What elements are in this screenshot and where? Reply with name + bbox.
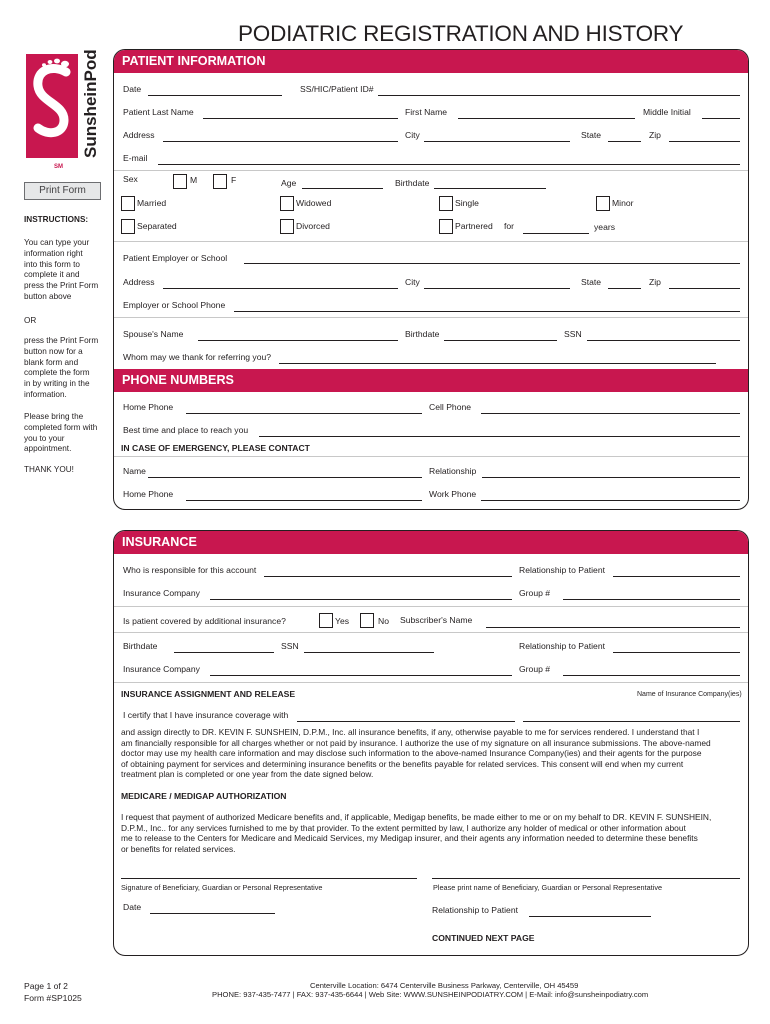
- best-time-label: Best time and place to reach you: [123, 425, 249, 435]
- employer-zip-field[interactable]: [669, 288, 740, 289]
- secondary-birthdate-field[interactable]: [174, 652, 274, 653]
- divorced-label: Divorced: [296, 221, 330, 231]
- cell-phone-field[interactable]: [481, 413, 740, 414]
- secondary-ssn-field[interactable]: [304, 652, 434, 653]
- divider: [114, 456, 748, 457]
- birthdate-label: Birthdate: [395, 178, 430, 188]
- spouse-birthdate-label: Birthdate: [405, 329, 440, 339]
- instructions-thanks: THANK YOU!: [24, 465, 74, 474]
- assignment-heading: INSURANCE ASSIGNMENT AND RELEASE: [121, 689, 296, 699]
- middle-initial-label: Middle Initial: [643, 107, 691, 117]
- middle-initial-field[interactable]: [702, 118, 740, 119]
- employer-phone-field[interactable]: [234, 311, 740, 312]
- minor-label: Minor: [612, 198, 634, 208]
- divider: [114, 682, 748, 683]
- referral-field[interactable]: [279, 363, 716, 364]
- single-label: Single: [455, 198, 479, 208]
- last-name-label: Patient Last Name: [123, 107, 194, 117]
- instructions-text-3: Please bring the completed form with you to your appointment.: [24, 412, 98, 454]
- company-label: Insurance Company: [123, 588, 200, 598]
- employer-field[interactable]: [244, 263, 740, 264]
- responsible-label: Who is responsible for this account: [123, 565, 257, 575]
- address-field[interactable]: [163, 141, 398, 142]
- employer-phone-label: Employer or School Phone: [123, 300, 226, 310]
- sex-label: Sex: [123, 174, 138, 184]
- employer-address-field[interactable]: [163, 288, 398, 289]
- years-label: years: [594, 222, 616, 232]
- divorced-checkbox[interactable]: [280, 219, 294, 234]
- divider: [114, 317, 748, 318]
- sex-m-label: M: [190, 175, 198, 185]
- emergency-work-phone-field[interactable]: [481, 500, 740, 501]
- emergency-name-field[interactable]: [148, 477, 422, 478]
- insurance-header: INSURANCE: [114, 531, 748, 554]
- home-phone-label: Home Phone: [123, 402, 174, 412]
- subscriber-field[interactable]: [486, 627, 740, 628]
- secondary-birthdate-label: Birthdate: [123, 641, 158, 651]
- date-label: Date: [123, 84, 142, 94]
- age-field[interactable]: [302, 188, 383, 189]
- instructions-heading: INSTRUCTIONS:: [24, 215, 89, 224]
- divider: [114, 241, 748, 242]
- footer-location: Centerville Location: 6474 Centerville Business Parkway, Centerville, OH 45459: [310, 981, 579, 990]
- first-name-label: First Name: [405, 107, 448, 117]
- secondary-group-label: Group #: [519, 664, 551, 674]
- zip-label: Zip: [649, 130, 661, 140]
- phone-numbers-header: PHONE NUMBERS: [114, 369, 748, 392]
- patient-info-section: [113, 49, 749, 510]
- best-time-field[interactable]: [259, 436, 740, 437]
- brand-mark: SM: [54, 164, 63, 170]
- sex-m-checkbox[interactable]: [173, 174, 187, 189]
- instructions-text-1: You can type your information right into this form to complete it and press the Print Form button above: [24, 238, 99, 301]
- form-number: Form #SP1025: [24, 993, 82, 1003]
- certify-company-field-2[interactable]: [523, 721, 740, 722]
- group-label: Group #: [519, 588, 551, 598]
- emergency-relationship-field[interactable]: [482, 477, 740, 478]
- medicare-text: I request that payment of authorized Medicare benefits and, if applicable, Medigap benefits, be made either to me or on my behalf to DR. KEVIN F. SUNSHEIN, D.P.M., Inc.. for any services furnished to me by that provider. To the extent permitted by law, I authorize any holder of medical or other information about me to release to the Centers for Medicare and Medicaid Services, my Medigap insurer, and their agents any information needed to determine these benefits or benefits for related services.: [121, 812, 712, 854]
- employer-city-label: City: [405, 277, 420, 287]
- medicare-heading: MEDICARE / MEDIGAP AUTHORIZATION: [121, 791, 287, 801]
- print-name-field[interactable]: [432, 878, 740, 879]
- relationship-label: Relationship to Patient: [519, 565, 605, 575]
- emergency-relationship-label: Relationship: [429, 466, 477, 476]
- partnered-checkbox[interactable]: [439, 219, 453, 234]
- sex-f-label: F: [231, 175, 237, 185]
- employer-zip-label: Zip: [649, 277, 661, 287]
- married-label: Married: [137, 198, 167, 208]
- secondary-relationship-label: Relationship to Patient: [519, 641, 605, 651]
- continued-next-page: CONTINUED NEXT PAGE: [432, 933, 535, 943]
- emergency-name-label: Name: [123, 466, 146, 476]
- email-label: E-mail: [123, 153, 148, 163]
- emergency-home-phone-field[interactable]: [186, 500, 422, 501]
- subscriber-label: Subscriber's Name: [400, 615, 473, 625]
- spouse-name-field[interactable]: [198, 340, 398, 341]
- responsible-field[interactable]: [264, 576, 512, 577]
- signature-date-field[interactable]: [150, 913, 275, 914]
- certify-label: I certify that I have insurance coverage with: [123, 710, 289, 720]
- additional-no-label: No: [378, 616, 389, 626]
- insurance-section: [113, 530, 749, 956]
- employer-state-field[interactable]: [608, 288, 641, 289]
- birthdate-field[interactable]: [434, 188, 546, 189]
- last-name-field[interactable]: [203, 118, 398, 119]
- additional-insurance-label: Is patient covered by additional insurance?: [123, 616, 286, 626]
- instructions-or: OR: [24, 316, 37, 325]
- referral-label: Whom may we thank for referring you?: [123, 352, 272, 362]
- secondary-group-field[interactable]: [563, 675, 740, 676]
- married-checkbox[interactable]: [121, 196, 135, 211]
- signer-relationship-label: Relationship to Patient: [432, 905, 518, 915]
- divider: [114, 170, 748, 171]
- home-phone-field[interactable]: [186, 413, 422, 414]
- spouse-ssn-field[interactable]: [587, 340, 740, 341]
- assignment-text: and assign directly to DR. KEVIN F. SUNSHEIN, D.P.M., Inc. all insurance benefits, if any, otherwise payable to me for services rendered. I understand that I am financially responsible for all charges whether or not paid by insurance. I authorize the use of my signature on all insurance submissions. The above-named doctor may use my health care information and may disclose such information to the above-named Insurance Company(ies) and their agents for the purpose of obtaining payment for services and determining insurance benefits or the benefits payable for related services. This consent will end when my current treatment plan is completed or one year from the date signed below.: [121, 727, 711, 780]
- minor-checkbox[interactable]: [596, 196, 610, 211]
- spouse-birthdate-field[interactable]: [444, 340, 557, 341]
- signature-date-label: Date: [123, 902, 142, 912]
- print-name-label: Please print name of Beneficiary, Guardian or Personal Representative: [433, 883, 663, 892]
- secondary-company-field[interactable]: [210, 675, 512, 676]
- signature-label: Signature of Beneficiary, Guardian or Personal Representative: [121, 883, 323, 892]
- secondary-company-label: Insurance Company: [123, 664, 200, 674]
- secondary-ssn-label: SSN: [281, 641, 299, 651]
- ssn-field[interactable]: [378, 95, 740, 96]
- email-field[interactable]: [158, 164, 740, 165]
- partnered-years-field[interactable]: [523, 233, 589, 234]
- employer-city-field[interactable]: [424, 288, 570, 289]
- ssn-label: SS/HIC/Patient ID#: [300, 84, 374, 94]
- employer-state-label: State: [581, 277, 602, 287]
- certify-company-field-1[interactable]: [297, 721, 515, 722]
- footer-contact: PHONE: 937-435-7477 | FAX: 937-435-6644 | Web Site: WWW.SUNSHEINPODIATRY.COM | E-Mail: info@sunsheinpodiatry.com: [212, 990, 649, 999]
- spouse-name-label: Spouse's Name: [123, 329, 184, 339]
- widowed-label: Widowed: [296, 198, 332, 208]
- patient-info-header: PATIENT INFORMATION: [114, 50, 748, 73]
- emergency-heading: IN CASE OF EMERGENCY, PLEASE CONTACT: [121, 443, 310, 453]
- divider: [114, 632, 748, 633]
- additional-yes-checkbox[interactable]: [319, 613, 333, 628]
- first-name-field[interactable]: [458, 118, 635, 119]
- cell-phone-label: Cell Phone: [429, 402, 472, 412]
- address-label: Address: [123, 130, 155, 140]
- partnered-for-label: for: [504, 221, 515, 231]
- print-form-button[interactable]: Print Form: [24, 182, 101, 200]
- partnered-label: Partnered: [455, 221, 493, 231]
- date-field[interactable]: [148, 95, 282, 96]
- signer-relationship-field[interactable]: [529, 916, 651, 917]
- widowed-checkbox[interactable]: [280, 196, 294, 211]
- additional-no-checkbox[interactable]: [360, 613, 374, 628]
- relationship-field[interactable]: [613, 576, 740, 577]
- zip-field[interactable]: [669, 141, 740, 142]
- emergency-home-phone-label: Home Phone: [123, 489, 174, 499]
- city-label: City: [405, 130, 420, 140]
- employer-label: Patient Employer or School: [123, 253, 228, 263]
- spouse-ssn-label: SSN: [564, 329, 582, 339]
- sunshein-podiatry-logo: [22, 50, 102, 170]
- state-label: State: [581, 130, 602, 140]
- separated-label: Separated: [137, 221, 177, 231]
- company-field[interactable]: [210, 599, 512, 600]
- brand-name: SunsheinPodiatry: [81, 50, 100, 158]
- instructions-text-2: press the Print Form button now for a blank form and complete the form in by writing in the information.: [24, 336, 99, 399]
- secondary-relationship-field[interactable]: [613, 652, 740, 653]
- single-checkbox[interactable]: [439, 196, 453, 211]
- page-number: Page 1 of 2: [24, 981, 68, 991]
- signature-field[interactable]: [121, 878, 417, 879]
- company-names-note: Name of Insurance Company(ies): [637, 691, 742, 698]
- separated-checkbox[interactable]: [121, 219, 135, 234]
- group-field[interactable]: [563, 599, 740, 600]
- divider: [114, 606, 748, 607]
- age-label: Age: [281, 178, 297, 188]
- page-title: PODIATRIC REGISTRATION AND HISTORY: [238, 21, 684, 46]
- state-field[interactable]: [608, 141, 641, 142]
- sex-f-checkbox[interactable]: [213, 174, 227, 189]
- additional-yes-label: Yes: [335, 616, 350, 626]
- city-field[interactable]: [424, 141, 570, 142]
- employer-address-label: Address: [123, 277, 155, 287]
- emergency-work-phone-label: Work Phone: [429, 489, 477, 499]
